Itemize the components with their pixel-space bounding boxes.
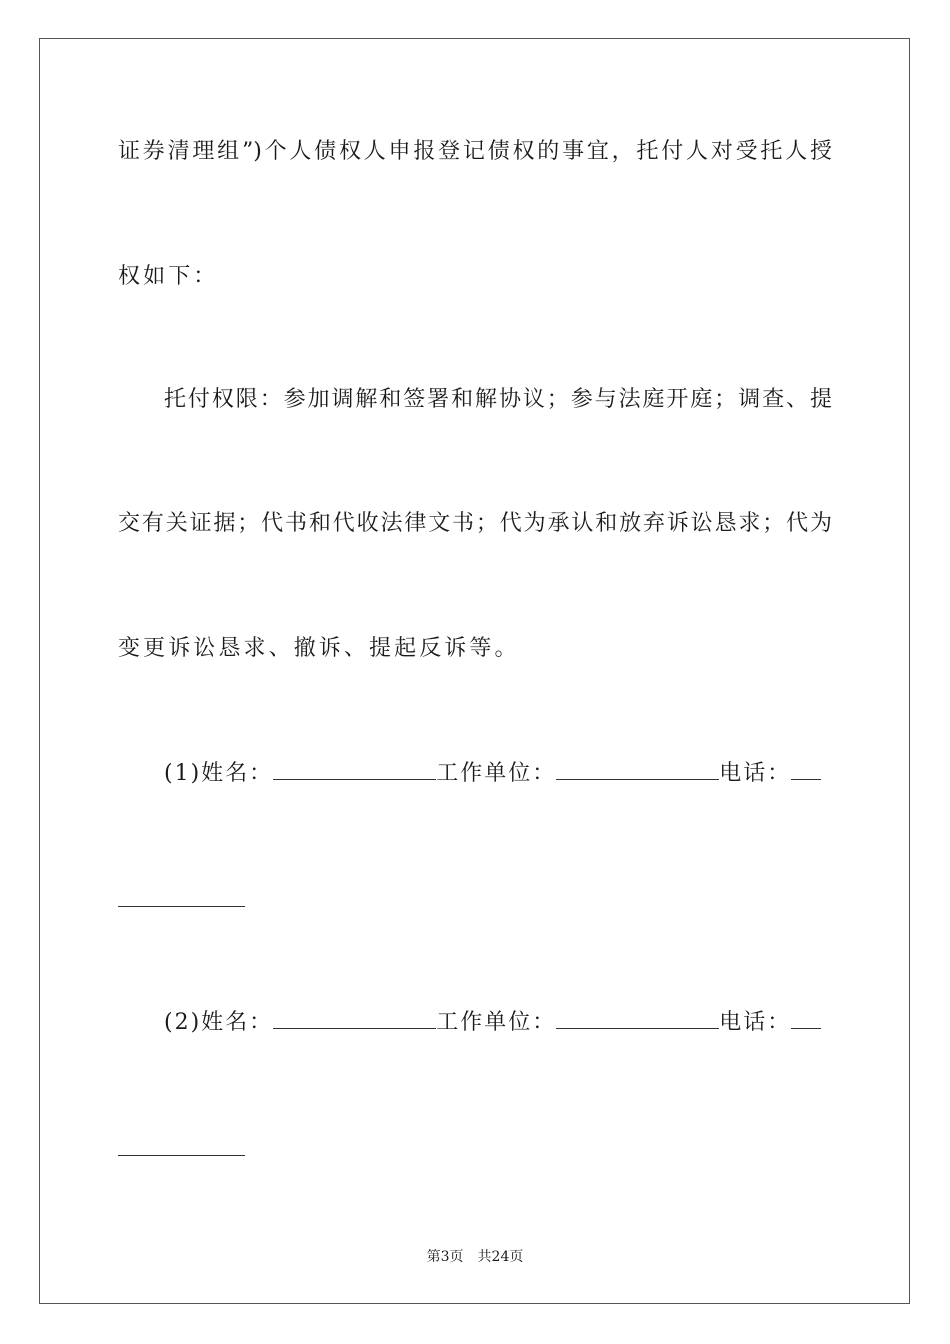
phone-label: 电话： [719, 761, 792, 786]
name-blank [273, 761, 436, 780]
phone-blank-continued [118, 1155, 245, 1156]
work-unit-blank [556, 1010, 719, 1029]
phone-blank [791, 1010, 821, 1029]
name-label: 姓名： [201, 1010, 274, 1035]
paragraph-line: 变更诉讼恳求、撤诉、提起反诉等。 [118, 636, 520, 661]
paragraph-line: 交有关证据；代书和代收法律文书；代为承认和放弃诉讼恳求；代为 [118, 511, 832, 536]
work-unit-blank [556, 761, 719, 780]
name-blank [273, 1010, 436, 1029]
paragraph-line: 证券清理组”)个人债权人申报登记债权的事宜，托付人对受托人授 [118, 139, 832, 164]
phone-blank-continued [118, 906, 245, 907]
paragraph-line: 托付权限：参加调解和签署和解协议；参与法庭开庭；调查、提 [164, 387, 832, 412]
phone-blank [791, 761, 821, 780]
page-frame [39, 38, 910, 1304]
entry-row-2 [164, 1010, 832, 1036]
name-label: 姓名： [201, 761, 274, 786]
entry-number: (2) [164, 1010, 202, 1035]
page-total: 共24页 [477, 1249, 524, 1265]
phone-label: 电话： [719, 1010, 792, 1035]
work-unit-label: 工作单位： [436, 761, 557, 786]
work-unit-label: 工作单位： [436, 1010, 557, 1035]
page-current: 第3页 [426, 1249, 464, 1265]
page-footer [0, 1248, 950, 1266]
paragraph-line: 权如下： [118, 264, 219, 289]
entry-number: (1) [164, 761, 202, 786]
entry-row-1 [164, 761, 832, 787]
